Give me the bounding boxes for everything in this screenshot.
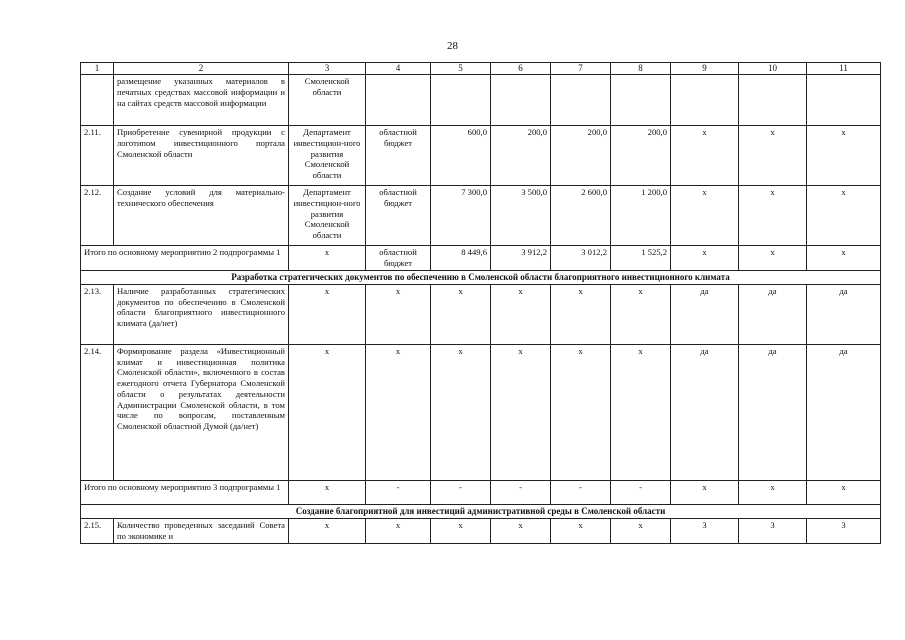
cell-c7: х [551, 344, 611, 480]
cell-c6 [491, 75, 551, 126]
col-header: 9 [671, 63, 739, 75]
cell-c6: х [491, 519, 551, 543]
cell-c8: х [611, 344, 671, 480]
cell-c11: х [807, 246, 881, 270]
cell-executor: Департамент инвестицион-ного развития Смоленской области [289, 186, 366, 246]
cell-executor: Департамент инвестицион-ного развития Смоленской области [289, 126, 366, 186]
cell-c4: х [366, 519, 431, 543]
cell-c9: х [671, 480, 739, 504]
cell-name: Приобретение сувенирной продукции с логотипом инвестиционного портала Смоленской области [114, 126, 289, 186]
col-header: 2 [114, 63, 289, 75]
section-heading-row [81, 504, 881, 518]
col-header: 7 [551, 63, 611, 75]
cell-c5: 7 300,0 [431, 186, 491, 246]
table-row-continued [81, 75, 881, 126]
cell-c4: х [366, 284, 431, 344]
cell-num [81, 75, 114, 126]
section-heading: Разработка стратегических документов по обеспечению в Смоленской области благоприятного инвестиционного климата [81, 270, 881, 284]
col-header: 3 [289, 63, 366, 75]
cell-c10: х [739, 186, 807, 246]
cell-c7: 2 600,0 [551, 186, 611, 246]
cell-total-label: Итого по основному мероприятию 2 подпрограммы 1 [81, 246, 289, 270]
cell-c6: 3 912,2 [491, 246, 551, 270]
table-row-2-14 [81, 344, 881, 480]
cell-source: областной бюджет [366, 246, 431, 270]
cell-c8: 1 200,0 [611, 186, 671, 246]
col-header: 4 [366, 63, 431, 75]
cell-num: 2.14. [81, 344, 114, 480]
cell-c5: - [431, 480, 491, 504]
col-header: 6 [491, 63, 551, 75]
cell-c6: 3 500,0 [491, 186, 551, 246]
cell-c9: х [671, 126, 739, 186]
cell-c9: х [671, 246, 739, 270]
section-heading-row [81, 270, 881, 284]
cell-c10 [739, 75, 807, 126]
cell-c10: 3 [739, 519, 807, 543]
col-header: 10 [739, 63, 807, 75]
cell-c3: х [289, 519, 366, 543]
cell-c6: х [491, 284, 551, 344]
cell-c11: да [807, 344, 881, 480]
cell-c3: х [289, 284, 366, 344]
cell-c8: 200,0 [611, 126, 671, 186]
cell-num: 2.15. [81, 519, 114, 543]
cell-total-label: Итого по основному мероприятию 3 подпрограммы 1 [81, 480, 289, 504]
cell-c10: х [739, 126, 807, 186]
table-row-2-13 [81, 284, 881, 344]
cell-c4: - [366, 480, 431, 504]
cell-name: Создание условий для материально-технического обеспечения [114, 186, 289, 246]
cell-c5: х [431, 519, 491, 543]
cell-c3: х [289, 344, 366, 480]
col-header: 8 [611, 63, 671, 75]
cell-c6: 200,0 [491, 126, 551, 186]
col-header: 1 [81, 63, 114, 75]
cell-c10: х [739, 480, 807, 504]
column-number-row [81, 63, 881, 75]
cell-c11: 3 [807, 519, 881, 543]
cell-num: 2.11. [81, 126, 114, 186]
cell-source: областной бюджет [366, 186, 431, 246]
table-row-2-15 [81, 519, 881, 543]
table-row-total-3 [81, 480, 881, 504]
cell-c7: х [551, 284, 611, 344]
cell-c8 [611, 75, 671, 126]
cell-c8: - [611, 480, 671, 504]
cell-c11: х [807, 186, 881, 246]
cell-c5: х [431, 284, 491, 344]
cell-num: 2.13. [81, 284, 114, 344]
cell-c9 [671, 75, 739, 126]
cell-c8: х [611, 284, 671, 344]
cell-c7: 3 012,2 [551, 246, 611, 270]
cell-c9: х [671, 186, 739, 246]
cell-c11: х [807, 480, 881, 504]
cell-c6: - [491, 480, 551, 504]
cell-c5: 8 449,6 [431, 246, 491, 270]
cell-c11: х [807, 126, 881, 186]
table-row-total-2 [81, 246, 881, 270]
cell-executor: х [289, 246, 366, 270]
cell-c10: х [739, 246, 807, 270]
cell-c4: х [366, 344, 431, 480]
cell-c5: х [431, 344, 491, 480]
cell-c9: 3 [671, 519, 739, 543]
table-row-2-12 [81, 186, 881, 246]
cell-c7: х [551, 519, 611, 543]
table-row-2-11 [81, 126, 881, 186]
page-number: 28 [447, 40, 458, 52]
cell-c10: да [739, 344, 807, 480]
cell-c11: да [807, 284, 881, 344]
cell-c7: 200,0 [551, 126, 611, 186]
cell-c8: 1 525,2 [611, 246, 671, 270]
section-heading: Создание благоприятной для инвестиций административной среды в Смоленской области [81, 504, 881, 518]
cell-source: областной бюджет [366, 126, 431, 186]
cell-executor: Смоленской области [289, 75, 366, 126]
col-header: 11 [807, 63, 881, 75]
cell-c5 [431, 75, 491, 126]
cell-name: Наличие разработанных стратегических документов по обеспечению в Смоленской области благоприятного инвестиционного климата (да/нет) [114, 284, 289, 344]
cell-c5: 600,0 [431, 126, 491, 186]
cell-c3: х [289, 480, 366, 504]
cell-num: 2.12. [81, 186, 114, 246]
cell-c9: да [671, 284, 739, 344]
cell-name: Количество проведенных заседаний Совета по экономике и [114, 519, 289, 543]
cell-c9: да [671, 344, 739, 480]
cell-c6: х [491, 344, 551, 480]
cell-name: Формирование раздела «Инвестиционный климат и инвестиционная политика Смоленской области», включенного в состав ежегодного отчета Губернатора Смоленской области о результатах деятельности Администрации Смоленской области, в том числе по вопросам, поставленным Смоленской областной Думой (да/нет) [114, 344, 289, 480]
cell-source [366, 75, 431, 126]
cell-name: размещение указанных материалов в печатных средствах массовой информации и на сайтах средств массовой информации [114, 75, 289, 126]
cell-c10: да [739, 284, 807, 344]
cell-c11 [807, 75, 881, 126]
cell-c7: - [551, 480, 611, 504]
cell-c7 [551, 75, 611, 126]
col-header: 5 [431, 63, 491, 75]
cell-c8: х [611, 519, 671, 543]
program-table [80, 62, 881, 544]
